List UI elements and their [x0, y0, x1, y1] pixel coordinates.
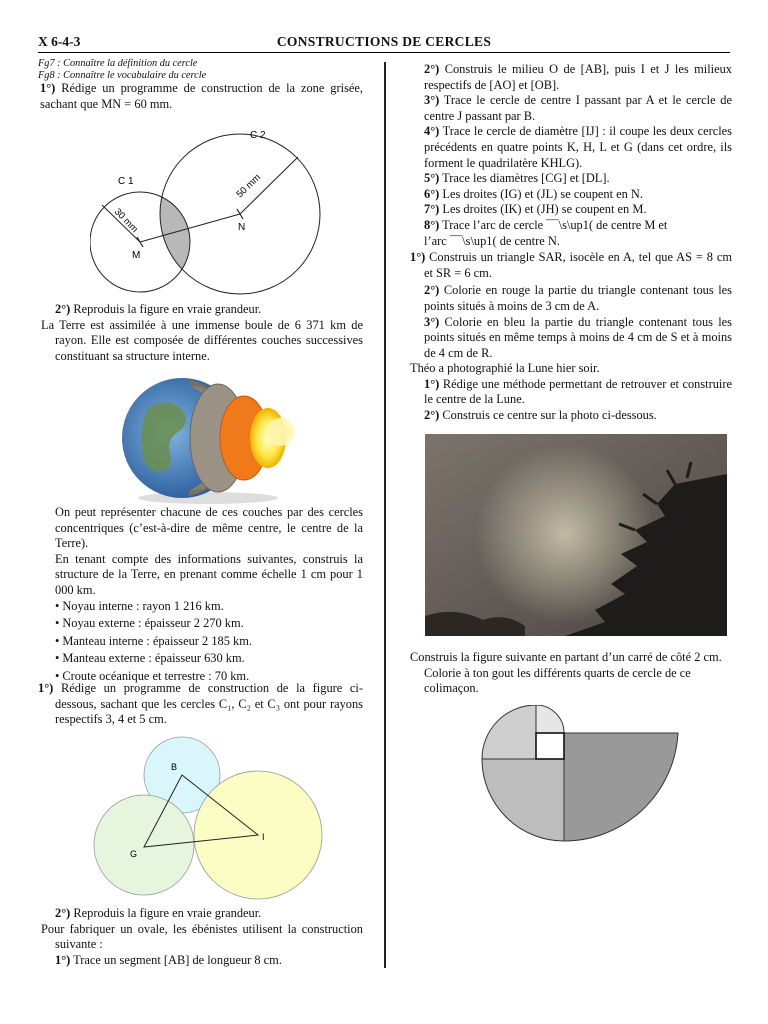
moon-q2-num: 2°) [424, 408, 440, 423]
layer-bullet-3 [55, 634, 363, 650]
three-circles-figure [92, 733, 328, 901]
label-g: G [130, 849, 138, 859]
snail-intro-text: Construis la figure suivante en partant d’un carré de côté 2 cm. Colorie à ton gout les différents quarts de cercle de ce colimaçon. [410, 650, 722, 696]
ex3-q1-text: Rédige un programme de construction de la figure ci-dessous, sachant que les cercles C₁, C₂ et C₃ ont pour rayons respectifs 3, 4 et 5 cm. [55, 681, 363, 727]
ex5-q3-text: Colorie en bleu la partie du triangle contenant tous les points situés en même temps à moins de 4 cm de S et à moins de 4 cm de R. [424, 314, 732, 360]
competence-2: Fg8 : Connaître le vocabulaire du cercle [38, 69, 207, 81]
layer-bullet-4 [55, 651, 363, 667]
layer-bullet-1 [55, 599, 363, 615]
left-column [38, 58, 363, 112]
oval-step-4-text: Trace le cercle de diamètre [IJ] : il coupe les deux cercles précédents en quatre points K, H, L et G (dans cet ordre, ils forment le quadrilatère KHLG). [424, 124, 733, 170]
oval-step-6 [410, 187, 732, 203]
earth-p3: En tenant compte des informations suivantes, construis la structure de la Terre, en prenant comme échelle 1 cm pour 1 000 km. [55, 551, 363, 597]
moon-photo [425, 434, 727, 636]
snail-intro [410, 650, 732, 697]
moon-q2 [410, 408, 732, 424]
spiral-quarter-large [564, 733, 678, 841]
snail-text [410, 650, 732, 697]
oval-step-8-text-a: Trace l’arc de cercle ¯¯\s\up1( de centre M et [442, 217, 668, 232]
ex3-q2-text: Reproduis la figure en vraie grandeur. [73, 906, 262, 920]
earth-p2: On peut représenter chacune de ces couches par des cercles concentriques (c’est-à-dire de même centre, le centre de la Terre). [55, 505, 363, 551]
oval-step-2-text: Construis le milieu O de [AB], puis I et J les milieux respectifs de [AO] et [OB]. [424, 62, 732, 92]
earth-shadow [138, 492, 278, 504]
ex1-q1-num: 1°) [40, 81, 56, 95]
two-circles-figure [90, 124, 330, 296]
earth-intro-text: La Terre est assimilée à une immense boule de 6 371 km de rayon. Elle est composée de différentes couches successives constituant sa structure interne. [41, 317, 363, 363]
label-m: M [132, 250, 141, 261]
oval-step-8-text-b: l’arc ¯¯\s\up1( de centre N. [424, 233, 560, 248]
oval-step-3 [410, 93, 732, 124]
ex1-q2 [38, 302, 363, 318]
layer-4-text: Manteau externe : épaisseur 630 km. [62, 651, 245, 666]
ex5-q1-num: 1°) [410, 250, 426, 265]
spiral-quarter-medium [482, 759, 564, 841]
moon-q2-text: Construis ce centre sur la photo ci-dessous. [442, 408, 657, 423]
left-earth-text [55, 505, 363, 685]
oval-step-6-num: 6°) [424, 186, 440, 201]
right-column [410, 62, 732, 424]
ex1-q2-text: Reproduis la figure en vraie grandeur. [73, 302, 262, 316]
label-c2: C 2 [250, 130, 266, 141]
label-b: B [171, 762, 178, 772]
layer-bullet-2 [55, 616, 363, 632]
oval-step-1-num: 1°) [55, 952, 71, 967]
circle-g [94, 795, 194, 895]
oval-step-1 [38, 953, 363, 969]
label-r1: 30 mm [111, 206, 140, 235]
layer-5-text: Croute océanique et terrestre : 70 km. [62, 668, 250, 683]
left-bottom-block [38, 906, 363, 968]
ex3-q2-num: 2°) [55, 906, 71, 920]
ex5-q2-num: 2°) [424, 283, 440, 298]
oval-step-2 [410, 62, 732, 93]
page-header [38, 34, 730, 53]
ex5-q1 [410, 250, 732, 281]
oval-step-4 [410, 124, 732, 171]
moon-q1-num: 1°) [424, 376, 440, 391]
oval-step-5 [410, 171, 732, 187]
competence-1: Fg7 : Connaître la définition du cercle [38, 58, 198, 69]
layer-2-text: Noyau externe : épaisseur 2 270 km. [62, 616, 244, 631]
oval-step-8b [410, 234, 732, 250]
ex3-q2 [38, 906, 363, 922]
ex5-q3-num: 3°) [424, 314, 440, 329]
layer-1-text: Noyau interne : rayon 1 216 km. [62, 598, 224, 613]
sheet-code: X 6-4-3 [38, 34, 81, 49]
oval-step-6-text: Les droites (IG) et (JL) se coupent en N. [442, 186, 643, 201]
oval-step-4-num: 4°) [424, 124, 440, 139]
label-r2: 50 mm [234, 172, 263, 201]
ex1-q1-text: Rédige un programme de construction de la zone grisée, sachant que MN = 60 mm. [40, 81, 363, 111]
oval-step-5-num: 5°) [424, 171, 440, 186]
ex5-q3 [410, 315, 732, 362]
oval-step-7-text: Les droites (IK) et (JH) se coupent en M. [442, 202, 647, 217]
moon-q1-text: Rédige une méthode permettant de retrouver et construire le centre de la Lune. [424, 376, 732, 407]
oval-step-3-text: Trace le cercle de centre I passant par A et le cercle de centre J passant par B. [424, 93, 733, 123]
oval-step-7-num: 7°) [424, 202, 440, 217]
ex5-q2 [410, 283, 732, 314]
spiral-figure [478, 705, 684, 845]
earth-intro [38, 318, 363, 365]
ex1-q2-num: 2°) [55, 302, 71, 316]
column-divider [384, 62, 386, 968]
moon-q1 [410, 377, 732, 408]
ex3-q1 [38, 681, 363, 728]
ex5-q1-text: Construis un triangle SAR, isocèle en A, tel que AS = 8 cm et SR = 6 cm. [424, 250, 732, 280]
ex5-q2-text: Colorie en rouge la partie du triangle contenant tous les points situés à moins de 3 cm de A. [424, 283, 732, 313]
label-i: I [262, 832, 265, 842]
ex3-q1-num: 1°) [38, 681, 54, 695]
ex3-text [38, 681, 363, 728]
oval-step-2-num: 2°) [424, 62, 440, 76]
oval-step-8-num: 8°) [424, 217, 440, 232]
oval-step-7 [410, 202, 732, 218]
oval-step-8 [410, 218, 732, 234]
page-title: CONSTRUCTIONS DE CERCLES [276, 34, 492, 49]
oval-step-3-num: 3°) [424, 93, 440, 108]
oval-step-1-text: Trace un segment [AB] de longueur 8 cm. [73, 952, 282, 967]
label-c1: C 1 [118, 176, 134, 187]
oval-intro-text: Pour fabriquer un ovale, les ébénistes utilisent la construction suivante : [41, 921, 363, 952]
label-n: N [238, 222, 246, 233]
ex1-q1 [38, 81, 363, 112]
spiral-quarter-tiny [536, 705, 564, 733]
oval-intro [38, 922, 363, 953]
tick-m [137, 237, 143, 247]
spiral-start-square [536, 733, 564, 759]
tick-n [237, 209, 243, 219]
layer-3-text: Manteau interne : épaisseur 2 185 km. [62, 633, 252, 648]
oval-step-5-text: Trace les diamètres [CG] et [DL]. [442, 171, 610, 186]
left-mid-block [38, 302, 363, 364]
spiral-quarter-small [482, 705, 536, 759]
moon-intro: Théo a photographié la Lune hier soir. [410, 361, 600, 376]
earth-layers-image [118, 368, 304, 506]
earth-core-glow [266, 418, 294, 446]
